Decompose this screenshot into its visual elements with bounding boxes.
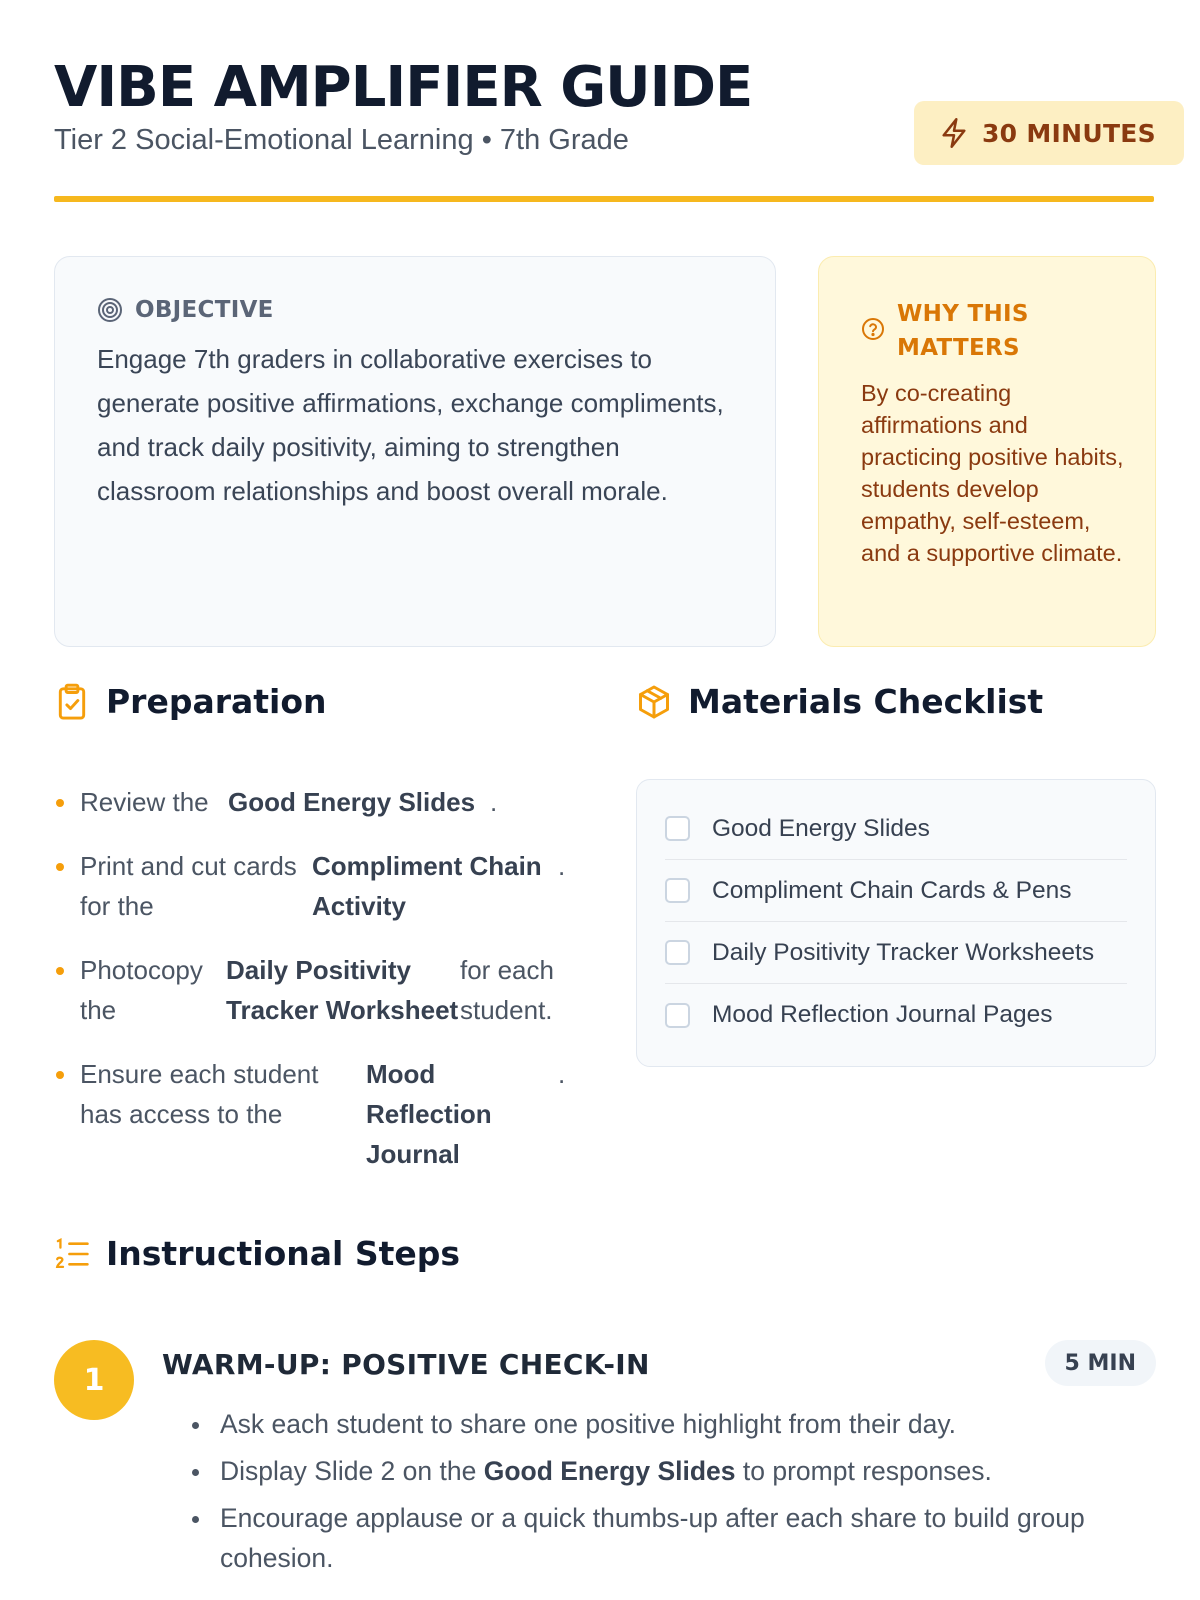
package-icon bbox=[636, 683, 672, 721]
prep-text: Ensure each student has access to the bbox=[80, 1059, 319, 1129]
page-title: VIBE AMPLIFIER GUIDE bbox=[54, 55, 753, 120]
materials-heading bbox=[636, 682, 1043, 721]
checklist-label: Good Energy Slides bbox=[712, 814, 930, 842]
objective-text: Engage 7th graders in collaborative exercises to generate positive affirmations, exchange compliments, and track daily positivity, aiming to strengthen classroom relationships and boost overall morale. bbox=[97, 344, 724, 506]
step-title: WARM-UP: POSITIVE CHECK-IN bbox=[162, 1348, 650, 1381]
checklist-item[interactable] bbox=[665, 922, 1127, 984]
clipboard-check-icon bbox=[54, 683, 90, 721]
checkbox[interactable] bbox=[665, 940, 690, 965]
prep-end: . bbox=[490, 787, 498, 817]
prep-text: Review the bbox=[80, 787, 209, 817]
prep-end: . bbox=[558, 851, 566, 881]
prep-bold: Good Energy Slides bbox=[228, 787, 476, 817]
why-heading-label: WHY THIS MATTERS bbox=[897, 301, 1029, 361]
objective-card bbox=[54, 256, 776, 647]
checklist-item[interactable] bbox=[665, 860, 1127, 922]
checkbox[interactable] bbox=[665, 878, 690, 903]
prep-end: . bbox=[558, 1059, 566, 1089]
list-item bbox=[54, 846, 584, 926]
bullet-bold: Good Energy Slides bbox=[483, 1456, 736, 1486]
checkbox[interactable] bbox=[665, 1003, 690, 1028]
objective-heading-label: OBJECTIVE bbox=[135, 297, 274, 323]
numbered-list-icon bbox=[54, 1237, 90, 1271]
duration-label: 30 MINUTES bbox=[981, 118, 1156, 148]
prep-bold: Compliment Chain Activity bbox=[312, 851, 542, 921]
materials-checklist bbox=[636, 779, 1156, 1067]
list-item bbox=[54, 1054, 584, 1174]
step-number: 1 bbox=[54, 1340, 134, 1420]
steps-title: Instructional Steps bbox=[106, 1234, 461, 1273]
bullet-text: Encourage applause or a quick thumbs-up after each share to build group cohesion. bbox=[220, 1503, 1085, 1573]
checklist-label: Compliment Chain Cards & Pens bbox=[712, 876, 1072, 904]
list-item bbox=[54, 782, 584, 822]
list-item bbox=[192, 1498, 1152, 1578]
checklist-label: Mood Reflection Journal Pages bbox=[712, 1001, 1053, 1028]
prep-bold: Daily Positivity Tracker Worksheet bbox=[226, 955, 459, 1025]
objective-heading bbox=[97, 297, 735, 323]
list-item bbox=[54, 950, 584, 1030]
prep-text: Photocopy the bbox=[80, 955, 203, 1025]
page-subtitle: Tier 2 Social-Emotional Learning • 7th Grade bbox=[54, 124, 629, 156]
list-item bbox=[192, 1451, 1152, 1491]
materials-title: Materials Checklist bbox=[688, 682, 1044, 721]
why-card bbox=[818, 256, 1156, 647]
lightning-bolt-icon bbox=[940, 117, 968, 149]
why-heading bbox=[861, 297, 1131, 365]
question-circle-icon bbox=[861, 317, 885, 341]
prep-bold: Mood Reflection Journal bbox=[366, 1059, 492, 1169]
preparation-heading bbox=[54, 682, 327, 721]
target-icon bbox=[97, 297, 123, 323]
header-divider bbox=[54, 196, 1154, 202]
checklist-item[interactable] bbox=[665, 984, 1127, 1046]
checkbox[interactable] bbox=[665, 816, 690, 841]
page-header bbox=[54, 56, 1154, 158]
bullet-end: to prompt responses. bbox=[742, 1456, 992, 1486]
prep-end: for each student. bbox=[460, 955, 554, 1025]
preparation-title: Preparation bbox=[106, 682, 327, 721]
list-item bbox=[192, 1404, 1152, 1444]
checklist-item[interactable] bbox=[665, 798, 1127, 860]
steps-heading bbox=[54, 1234, 460, 1273]
step-duration-badge: 5 MIN bbox=[1045, 1340, 1156, 1386]
duration-badge bbox=[914, 101, 1184, 165]
bullet-text: Display Slide 2 on the bbox=[220, 1456, 477, 1486]
preparation-list bbox=[54, 782, 584, 1198]
prep-text: Print and cut cards for the bbox=[80, 851, 297, 921]
why-text: By co-creating affirmations and practicing positive habits, students develop empathy, self-esteem, and a supportive climate. bbox=[861, 380, 1124, 566]
step-bullets bbox=[192, 1404, 1152, 1585]
checklist-label: Daily Positivity Tracker Worksheets bbox=[712, 938, 1095, 966]
bullet-text: Ask each student to share one positive highlight from their day. bbox=[220, 1409, 957, 1439]
